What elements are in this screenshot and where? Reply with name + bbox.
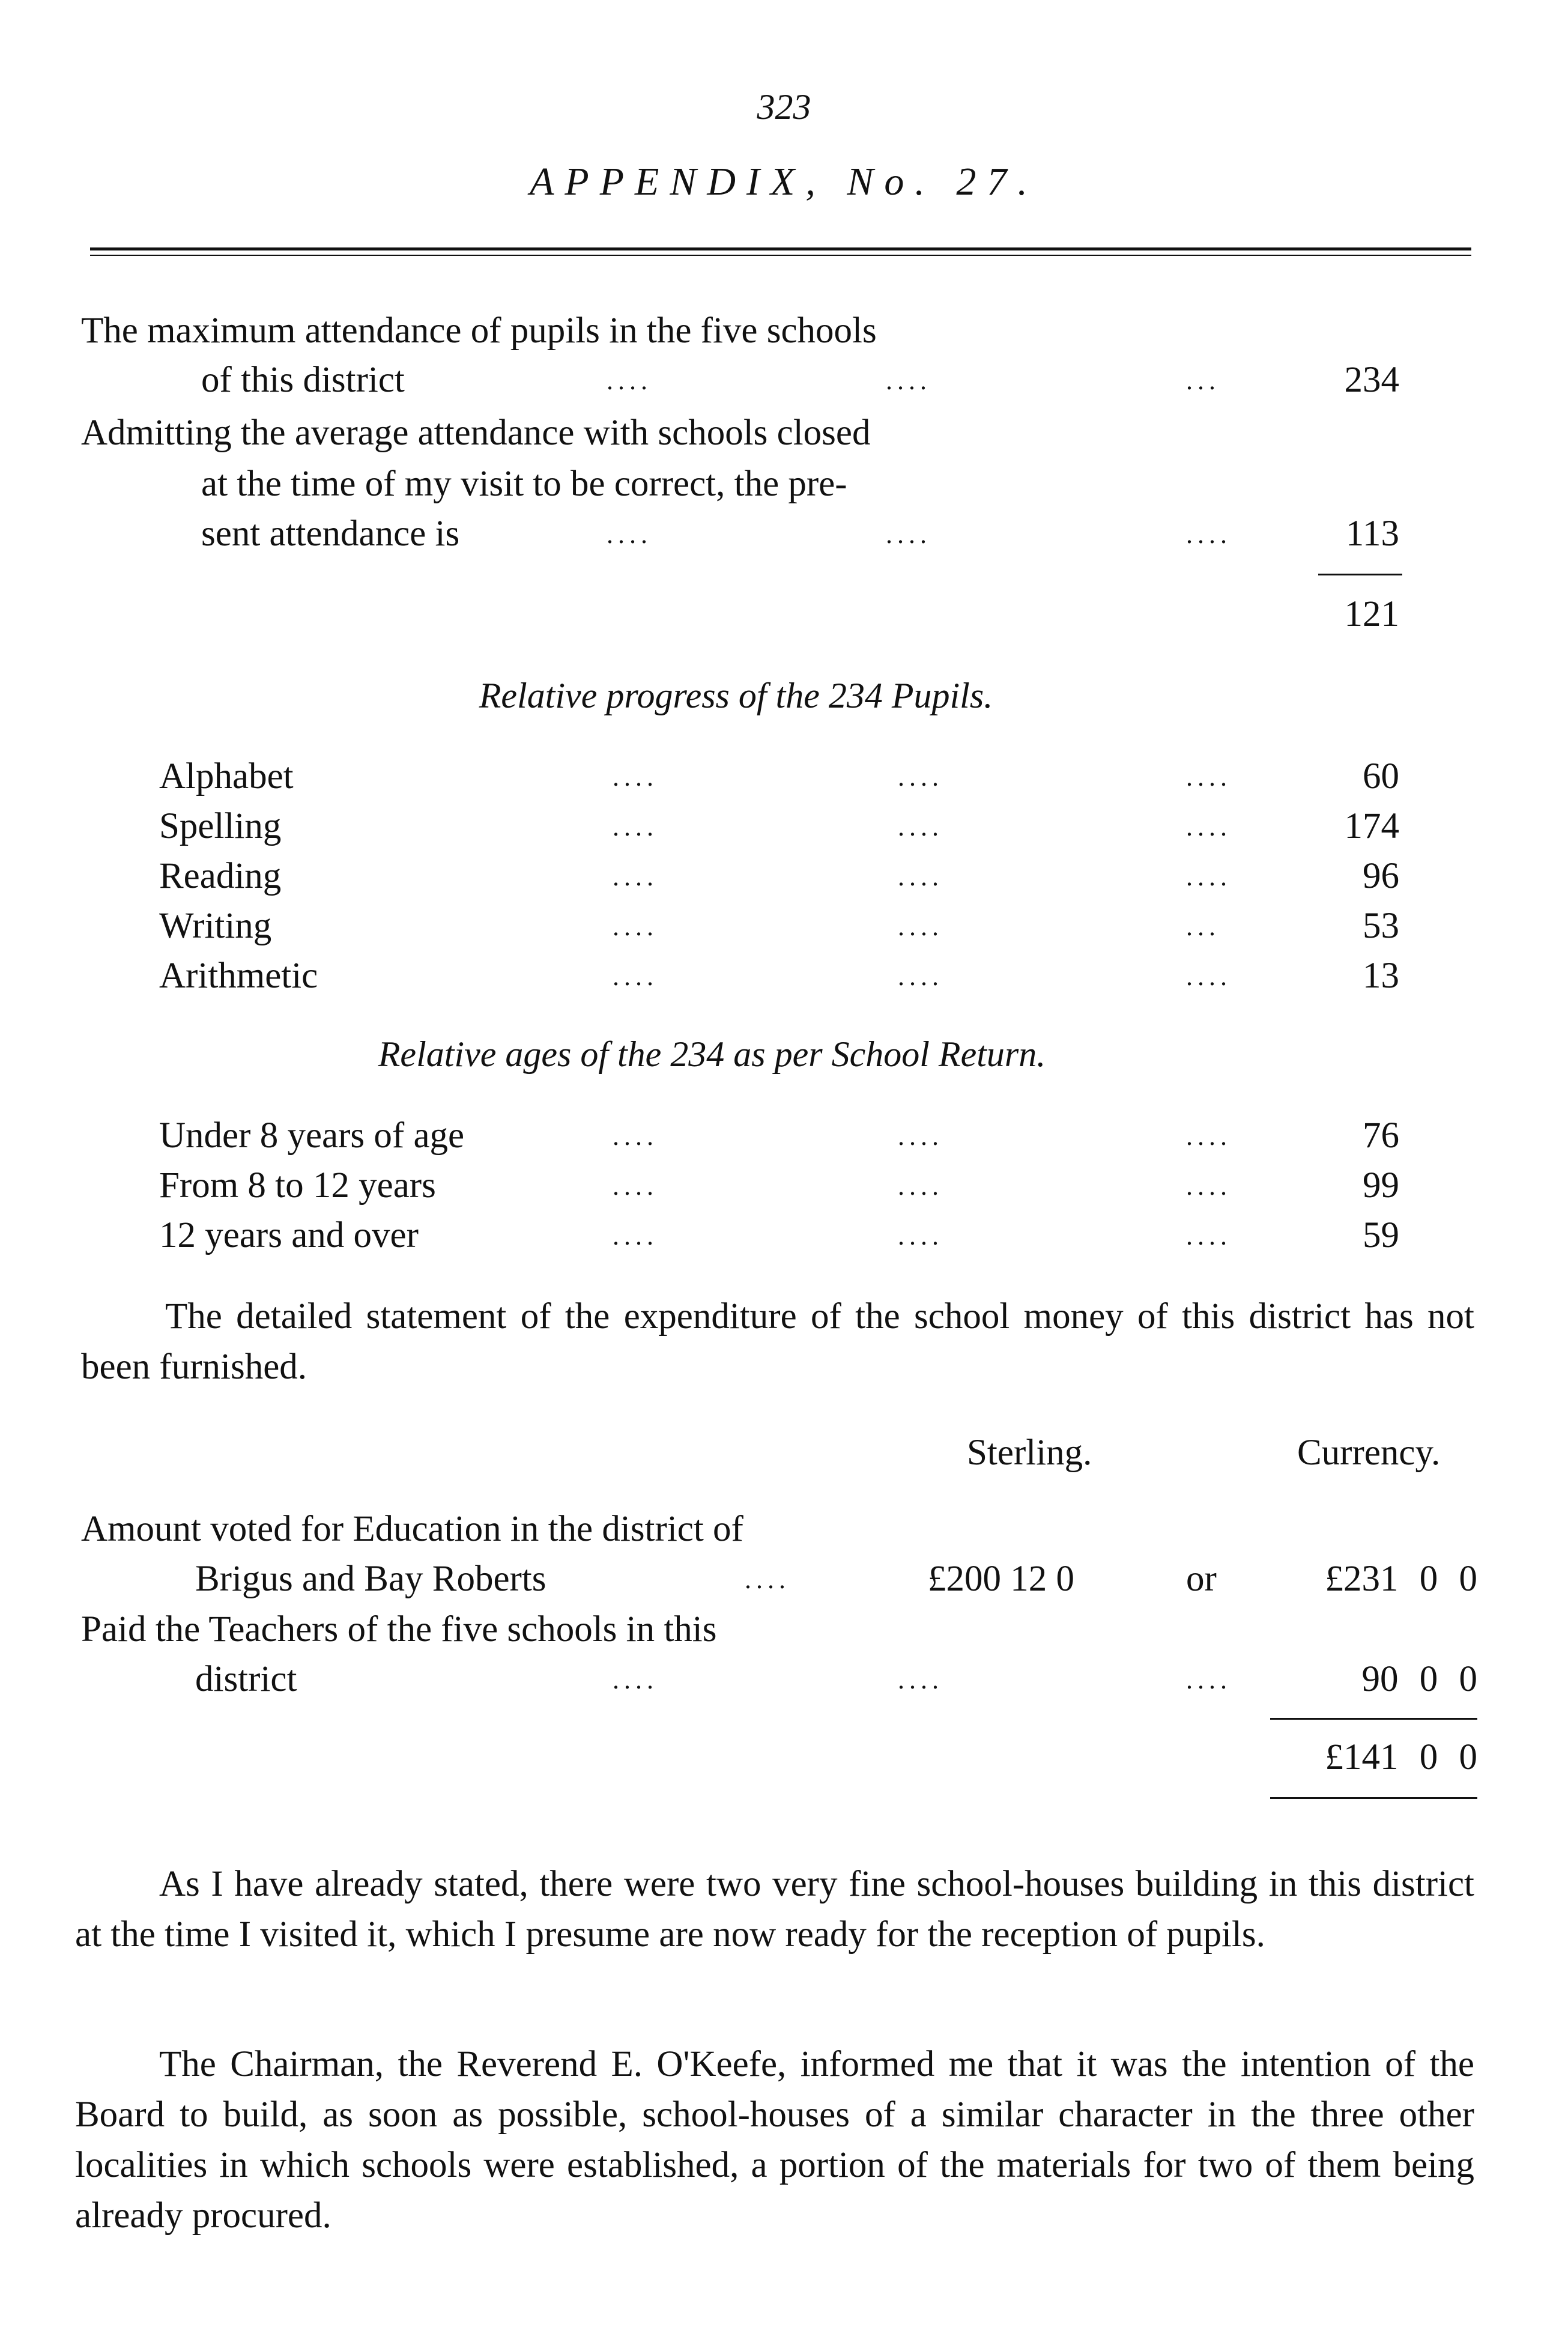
- paragraph-school-houses-text: As I have already stated, there were two very fine school-houses building in this district at the time I visited it, which I presume are now ready for the reception of pupils.: [75, 1864, 1474, 1955]
- leader-dots: ....: [886, 366, 931, 395]
- leader-dots: ....: [898, 1221, 943, 1251]
- leader-dots: ....: [1186, 1221, 1232, 1251]
- ages-heading: Relative ages of the 234 as per School Return.: [378, 1034, 1046, 1074]
- leader-dots: ....: [1186, 1171, 1232, 1201]
- leader-dots: ....: [607, 520, 652, 549]
- leader-dots: ....: [1186, 862, 1232, 891]
- leader-dots: ....: [613, 762, 658, 792]
- age-label: Under 8 years of age: [159, 1115, 465, 1156]
- sum-rule: [1318, 574, 1402, 575]
- leader-dots: ....: [898, 1665, 943, 1694]
- progress-label: Arithmetic: [159, 956, 318, 996]
- leader-dots: ....: [898, 812, 943, 842]
- leader-dots: ....: [898, 912, 943, 941]
- difference-value: 121: [1344, 594, 1399, 634]
- leader-dots: ....: [613, 1665, 658, 1694]
- page-number: 323: [757, 87, 811, 127]
- currency-heading: Currency.: [1297, 1433, 1441, 1473]
- leader-dots: ....: [1186, 762, 1232, 792]
- leader-dots: ....: [613, 962, 658, 991]
- attendance-line-1a: The maximum attendance of pupils in the five schools: [81, 311, 877, 351]
- progress-label: Spelling: [159, 806, 282, 846]
- attendance-line-2a: Admitting the average attendance with schools closed: [81, 413, 871, 453]
- sum-rule: [1270, 1718, 1477, 1720]
- attendance-line-2b: at the time of my visit to be correct, the pre-: [201, 464, 847, 504]
- or-text: or: [1186, 1559, 1217, 1599]
- leader-dots: ....: [898, 1121, 943, 1151]
- progress-value: 96: [1363, 856, 1399, 896]
- progress-value: 60: [1363, 756, 1399, 796]
- max-attendance-value: 234: [1344, 360, 1399, 400]
- sterling-heading: Sterling.: [967, 1433, 1092, 1473]
- leader-dots: ....: [886, 520, 931, 549]
- leader-dots: ...: [1186, 366, 1220, 395]
- leader-dots: ....: [898, 1171, 943, 1201]
- paid-line-b: district: [195, 1659, 297, 1699]
- progress-label: Alphabet: [159, 756, 294, 796]
- attendance-line-2c: sent attendance is: [201, 514, 460, 554]
- leader-dots: ....: [898, 962, 943, 991]
- leader-dots: ....: [1186, 962, 1232, 991]
- leader-dots: ....: [613, 912, 658, 941]
- progress-value: 174: [1344, 806, 1399, 846]
- age-value: 76: [1363, 1115, 1399, 1156]
- leader-dots: ....: [613, 812, 658, 842]
- age-value: 59: [1363, 1215, 1399, 1255]
- attendance-line-1b: of this district: [201, 360, 405, 400]
- leader-dots: ....: [898, 762, 943, 792]
- progress-heading: Relative progress of the 234 Pupils.: [479, 676, 993, 715]
- leader-dots: ....: [1186, 812, 1232, 842]
- expenditure-note-text: The detailed statement of the expenditure of the school money of this district has not been furnished.: [81, 1296, 1474, 1387]
- voted-line-b: Brigus and Bay Roberts: [195, 1559, 546, 1599]
- paragraph-chairman-text: The Chairman, the Reverend E. O'Keefe, informed me that it was the intention of the Board to build, as soon as possible, school-houses of a similar character in the three other localities in which schools were established, a portion of the materials for two of them being already procured.: [75, 2044, 1474, 2236]
- leader-dots: ....: [613, 1121, 658, 1151]
- progress-label: Reading: [159, 856, 282, 896]
- age-label: From 8 to 12 years: [159, 1165, 436, 1206]
- voted-currency-value: £231 0 0: [1325, 1559, 1477, 1599]
- age-label: 12 years and over: [159, 1215, 419, 1255]
- progress-value: 53: [1363, 906, 1399, 946]
- leader-dots: ....: [1186, 520, 1232, 549]
- leader-dots: ....: [1186, 1665, 1232, 1694]
- leader-dots: ....: [613, 1221, 658, 1251]
- voted-line-a: Amount voted for Education in the district of: [81, 1509, 743, 1549]
- header-rule-top: [90, 247, 1471, 250]
- paragraph-school-houses: [75, 1859, 1474, 1960]
- paid-line-a: Paid the Teachers of the five schools in this: [81, 1609, 717, 1649]
- leader-dots: ....: [607, 366, 652, 395]
- expenditure-note: [81, 1291, 1474, 1392]
- page-title: APPENDIX, No. 27.: [530, 160, 1038, 204]
- leader-dots: ....: [613, 1171, 658, 1201]
- progress-value: 13: [1363, 956, 1399, 996]
- leader-dots: ....: [898, 862, 943, 891]
- age-value: 99: [1363, 1165, 1399, 1206]
- paid-currency-value: 90 0 0: [1361, 1659, 1477, 1699]
- leader-dots: ....: [1186, 1121, 1232, 1151]
- leader-dots: ....: [613, 862, 658, 891]
- header-rule-bottom: [90, 255, 1471, 256]
- balance-rule: [1270, 1797, 1477, 1799]
- progress-label: Writing: [159, 906, 272, 946]
- leader-dots: ....: [745, 1565, 790, 1594]
- balance-currency-value: £141 0 0: [1325, 1737, 1477, 1777]
- voted-sterling-value: £200 12 0: [928, 1559, 1074, 1599]
- leader-dots: ...: [1186, 912, 1220, 941]
- present-attendance-value: 113: [1345, 514, 1399, 554]
- paragraph-chairman: [75, 2039, 1474, 2241]
